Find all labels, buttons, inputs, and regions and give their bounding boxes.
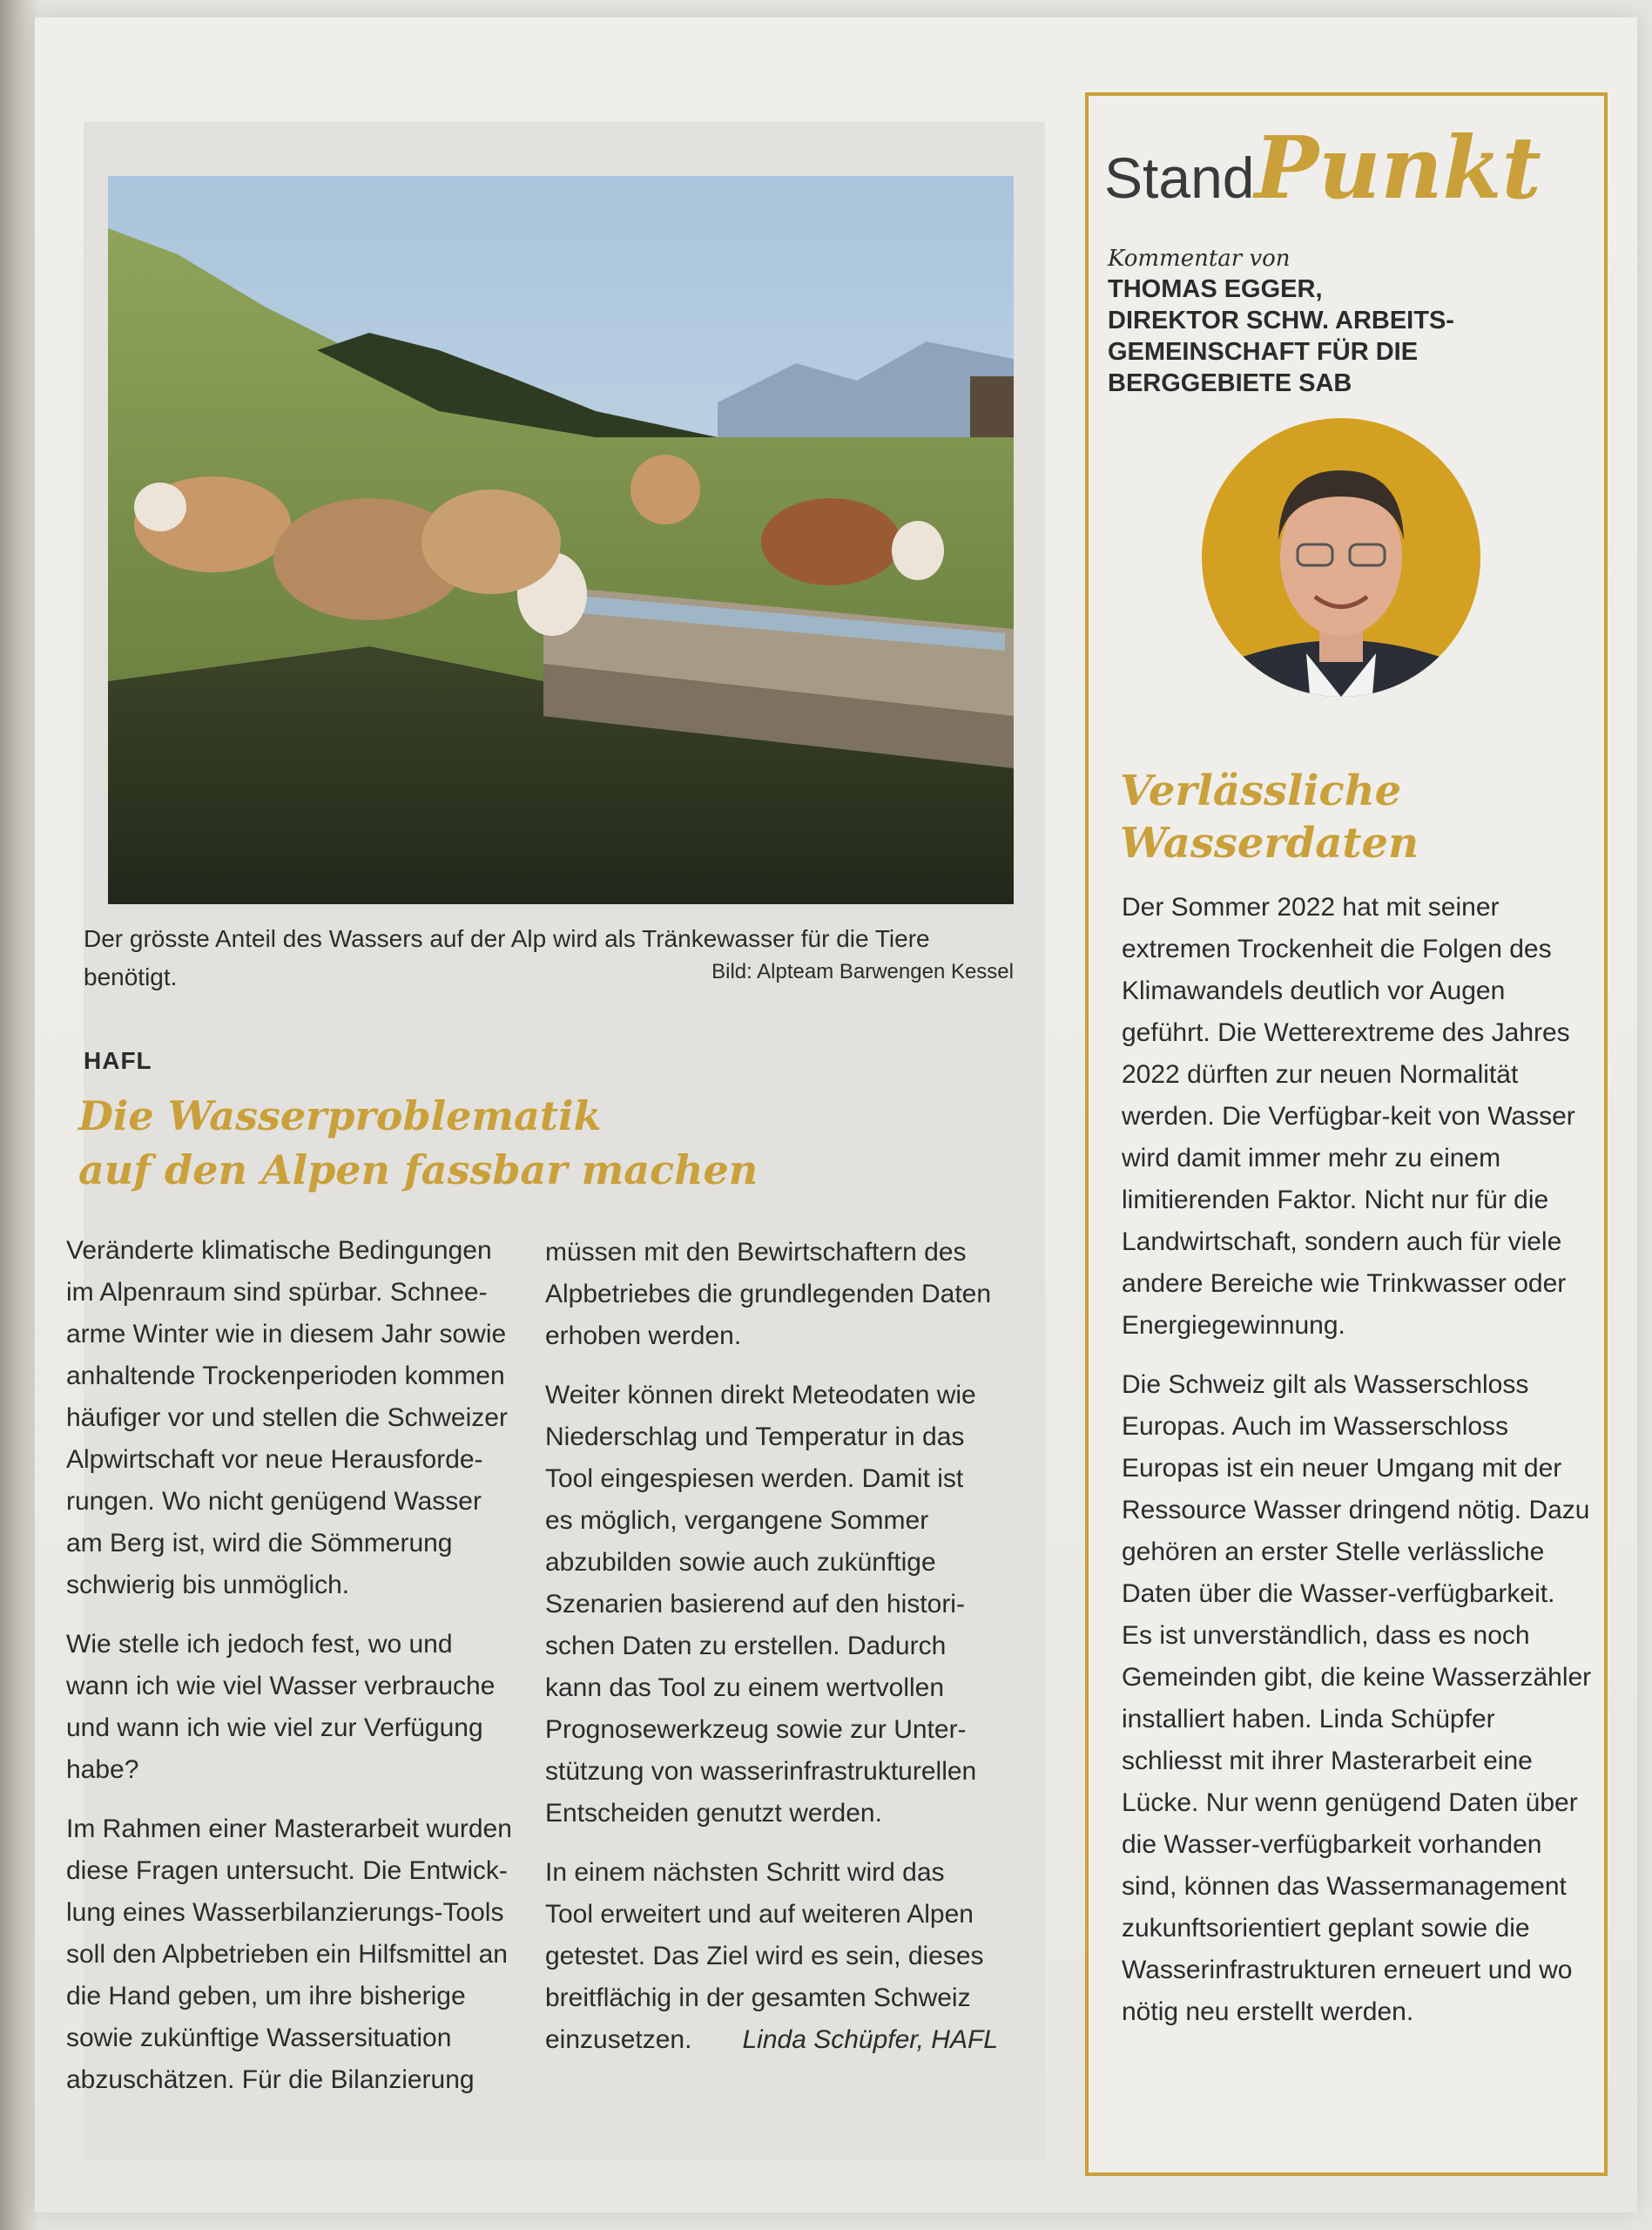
paragraph: Der Sommer 2022 hat mit seiner extremen Trockenheit die Folgen des Klimawandels deutlich vor Augen geführt. Die Wetterextreme des Jahres 2022 dürften zur neuen Normalität werden. Die Verfügbar-keit von Wasser wird damit immer mehr zu einem limitierenden Faktor. Nicht nur für die Landwirtschaft, sondern auch für viele andere Bereiche wie Trinkwasser oder Energiegewinnung. [1122, 893, 1575, 1340]
commentary-title-line-2: Wasserdaten [1120, 819, 1419, 868]
paragraph: Weiter können direkt Meteodaten wie Niederschlag und Temperatur in das Tool eingespiesen werden. Damit ist es möglich, vergangene Sommer abzubilden sowie auch zukünftige Szenarien basierend auf den histori-schen Daten zu erstellen. Dadurch kann das Tool zu einem wertvollen Prognosewerkzeug sowie zur Unter-stützung von wasserinfrastrukturellen Entscheiden genutzt werden. [545, 1381, 977, 1828]
article-headline [78, 1089, 1019, 1197]
author-line: THOMAS EGGER, [1108, 275, 1323, 303]
paragraph: Die Schweiz gilt als Wasserschloss Europas. Auch im Wasserschloss Europas ist ein neuer Umgang mit der Ressource Wasser dringend nötig. Dazu gehören an erster Stelle verlässliche Daten über die Wasser-verfügbarkeit. Es ist unverständlich, dass es noch Gemeinden gibt, die keine Wasserzähler installiert haben. Linda Schüpfer schliesst mit ihrer Masterarbeit eine Lücke. Nur wenn genügend Daten über die Wasser-verfügbarkeit vorhanden sind, können das Wassermanagement zukunftsorientiert geplant sowie die Wasserinfrastrukturen erneuert und wo nötig neu erstellt werden. [1122, 1370, 1592, 2026]
headline-line-2: auf den Alpen fassbar machen [78, 1146, 759, 1193]
commentary-title [1120, 765, 1590, 869]
logo-punkt: Punkt [1254, 118, 1541, 219]
headline-line-1: Die Wasserproblematik [78, 1092, 602, 1139]
paragraph: Wie stelle ich jedoch fest, wo und wann ich wie viel Wasser verbrauche und wann ich wie viel zur Verfügung habe? [66, 1630, 496, 1784]
logo-stand: Stand [1104, 145, 1255, 210]
article-kicker: HAFL [84, 1047, 152, 1074]
paragraph: Veränderte klimatische Bedingungen im Alpenraum sind spürbar. Schnee-arme Winter wie in diesem Jahr sowie anhaltende Trockenperioden kommen häufiger vor und stellen die Schweizer Alpwirtschaft vor neue Herausforde-rungen. Wo nicht genügend Wasser am Berg ist, wird die Sömmerung schwierig bis unmöglich. [66, 1236, 508, 1599]
commentary-body [1122, 887, 1592, 2051]
paragraph: Im Rahmen einer Masterarbeit wurden diese Fragen untersucht. Die Entwick-lung eines Wasserbilanzierungs-Tools soll den Alpbetrieben ein Hilfsmittel an die Hand geben, um ihre bisherige sowie zukünftige Wassersituation abzuschätzen. Für die Bilanzierung [66, 1814, 512, 2094]
paragraph: müssen mit den Bewirtschaftern des Alpbetriebes die grundlegenden Daten erhoben werden. [545, 1238, 992, 1350]
author-portrait [1176, 409, 1507, 758]
article-signature: Linda Schüpfer, HAFL [742, 2025, 998, 2054]
portrait-illustration [1176, 409, 1507, 758]
paragraph [545, 1852, 998, 2061]
author-line: BERGGEBIETE SAB [1108, 369, 1352, 397]
paragraph-text: In einem nächsten Schritt wird das Tool erweitert und auf weiteren Alpen getestet. Das Ziel wird es sein, dieses breitflächig in der gesamten Schweiz einzusetzen. [545, 1858, 984, 2054]
alpine-cows-photo [108, 176, 1014, 904]
photo-illustration [108, 176, 1014, 904]
author-line: DIREKTOR SCHW. ARBEITS- [1108, 307, 1454, 334]
photo-caption: Der grösste Anteil des Wassers auf der Alp wird als Tränkewasser für die Tiere benötigt. [84, 925, 930, 990]
article-panel [66, 122, 1045, 2160]
article-column-1 [66, 1230, 519, 2118]
author-line: GEMEINSCHAFT FÜR DIE [1108, 338, 1419, 366]
comment-intro: Kommentar von [1108, 246, 1291, 272]
author-block [1108, 274, 1595, 399]
article-column-2 [545, 1232, 998, 2078]
photo-credit: Bild: Alpteam Barwengen Kessel [711, 960, 1014, 983]
commentary-title-line-1: Verlässliche [1120, 767, 1402, 815]
standpunkt-box [1085, 92, 1608, 2176]
standpunkt-logo [1104, 118, 1541, 219]
